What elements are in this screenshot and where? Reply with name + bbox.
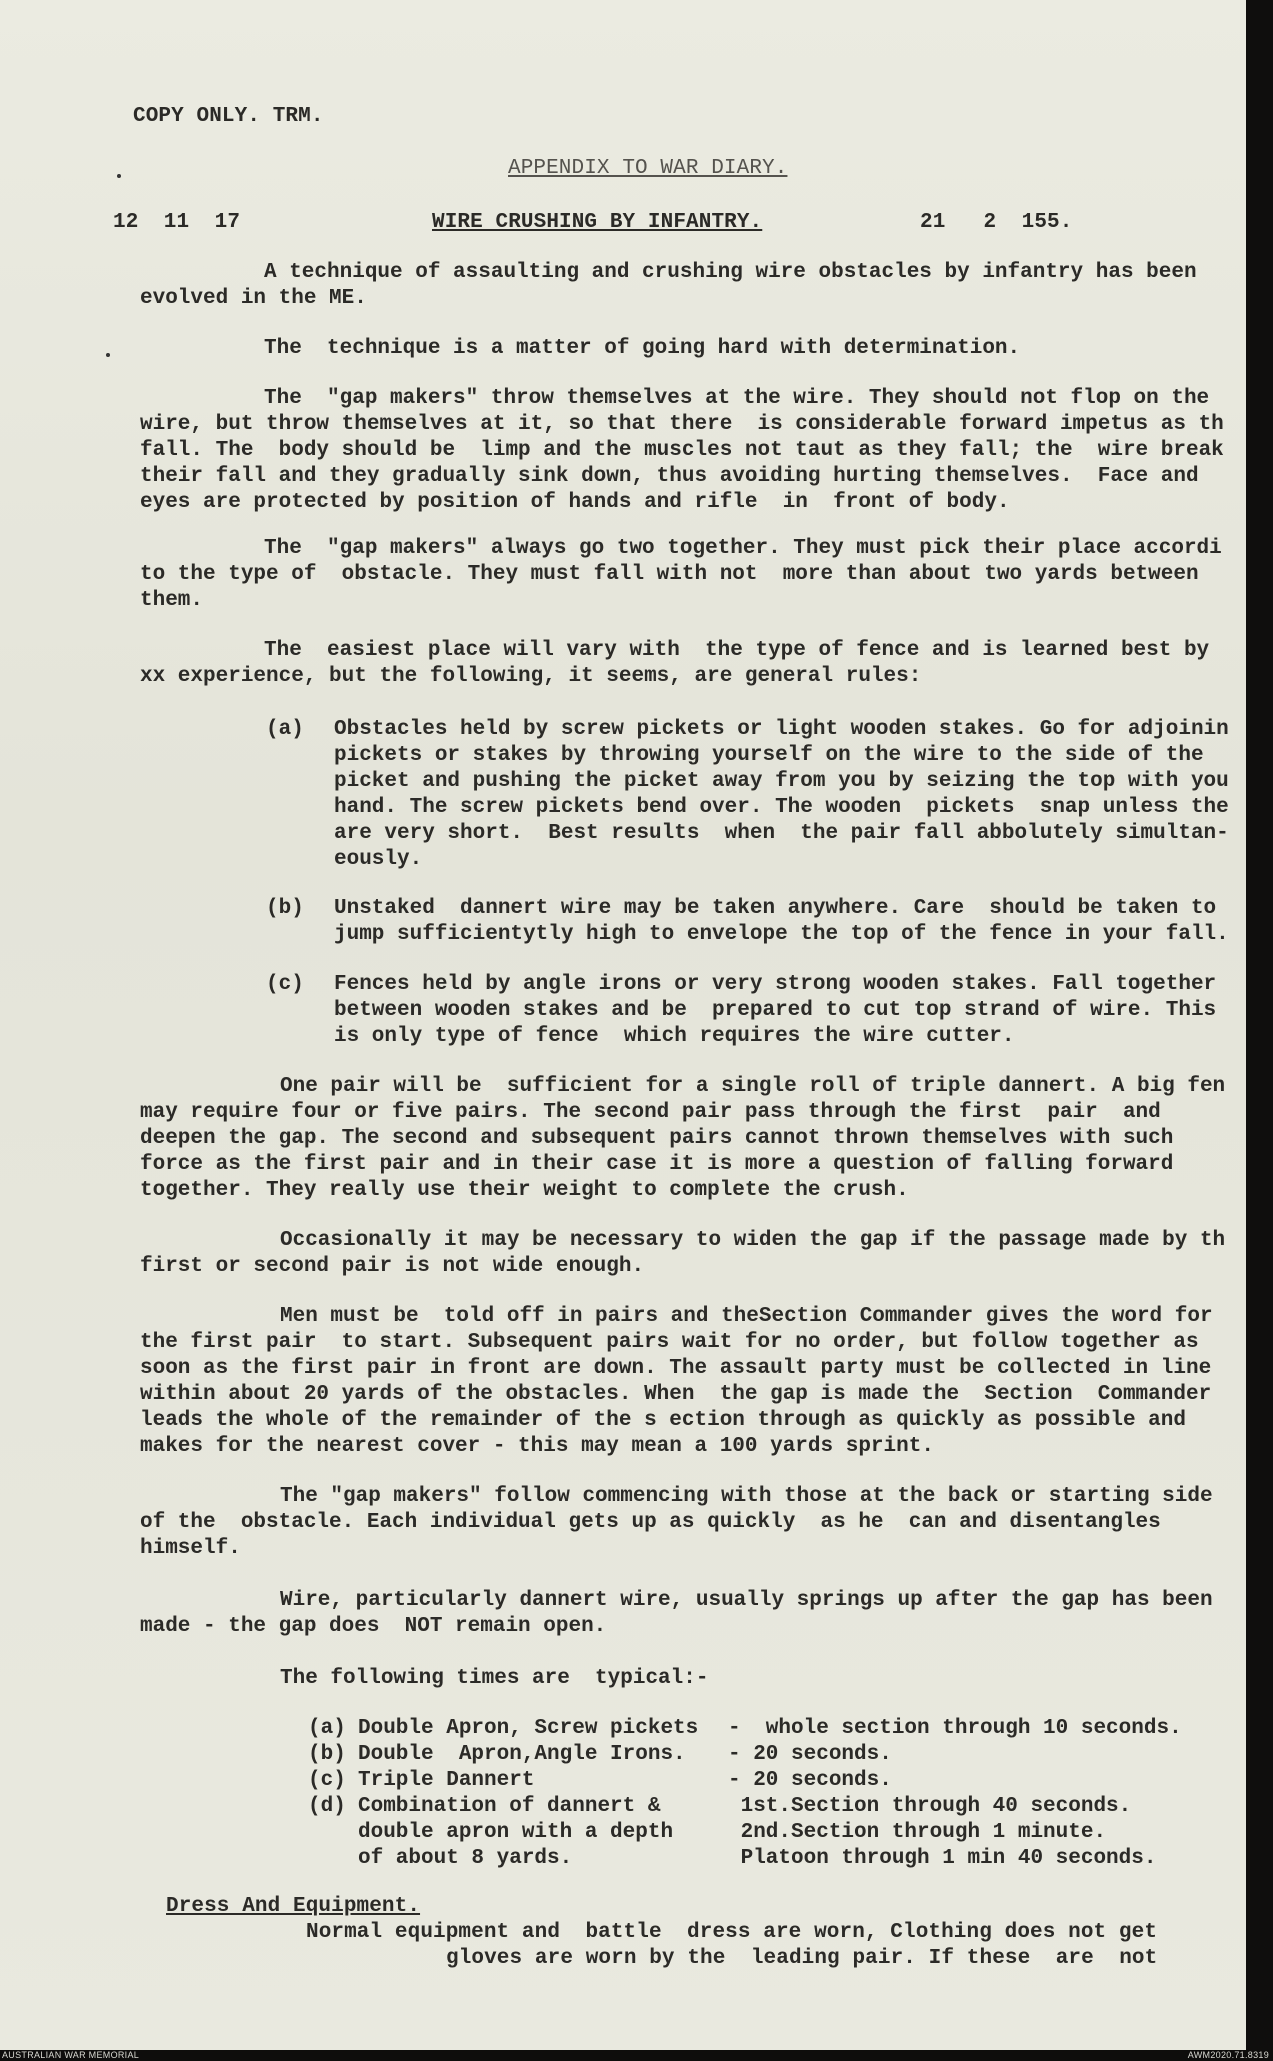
text-line: Obstacles held by screw pickets or light wooden stakes. Go for adjoinin <box>334 718 1229 741</box>
text-line: The "gap makers" follow commencing with those at the back or starting side <box>280 1485 1213 1508</box>
document-title: WIRE CRUSHING BY INFANTRY. <box>432 211 763 234</box>
text-line: their fall and they gradually sink down, thus avoiding hurting themselves. Face and <box>140 465 1199 488</box>
times-label: Double Apron,Angle Irons. <box>358 1743 686 1766</box>
text-line: leads the whole of the remainder of the s ection through as quickly as possible and <box>140 1409 1186 1432</box>
times-marker: (b) <box>308 1743 346 1766</box>
paragraph-8 <box>140 1304 1213 1460</box>
text-line: A technique of assaulting and crushing wire obstacles by infantry has been <box>264 261 1197 284</box>
paragraph-3 <box>140 386 1224 516</box>
text-line: between wooden stakes and be prepared to cut top strand of wire. This <box>334 999 1217 1022</box>
text-line: within about 20 yards of the obstacles. When the gap is made the Section Commander <box>140 1383 1212 1406</box>
text-line: made - the gap does NOT remain open. <box>140 1615 607 1638</box>
text-line: Unstaked dannert wire may be taken anywhere. Care should be taken to <box>334 897 1217 920</box>
date-left: 12 11 17 <box>113 211 241 234</box>
text-line: the first pair to start. Subsequent pairs wait for no order, but follow together as <box>140 1331 1199 1354</box>
text-line: The following times are typical:- <box>280 1667 709 1690</box>
paragraph-2 <box>264 336 1020 362</box>
text-line: Wire, particularly dannert wire, usually springs up after the gap has been <box>280 1589 1213 1612</box>
section-heading-dress: Dress And Equipment. <box>166 1895 421 1918</box>
dress-line-1: Normal equipment and battle dress are worn, Clothing does not get <box>306 1921 1158 1944</box>
typical-times-list <box>308 1716 1208 1876</box>
text-line: eyes are protected by position of hands and rifle in front of body. <box>140 491 1010 514</box>
archive-footer <box>0 2050 1273 2061</box>
text-line: soon as the first pair in front are down. The assault party must be collected in line <box>140 1357 1212 1380</box>
times-label: Triple Dannert <box>358 1769 535 1792</box>
text-line: hand. The screw pickets bend over. The wooden pickets snap unless the <box>334 796 1229 819</box>
rule-marker: (c) <box>266 973 304 996</box>
copy-only-mark: COPY ONLY. TRM. <box>133 105 324 128</box>
times-marker: (a) <box>308 1717 346 1740</box>
paragraph-5 <box>140 638 1209 690</box>
text-line: Fences held by angle irons or very strong wooden stakes. Fall together <box>334 973 1217 996</box>
text-line: force as the first pair and in their case it is more a question of falling forward <box>140 1153 1174 1176</box>
paragraph-11 <box>280 1666 708 1692</box>
paragraph-9 <box>140 1484 1213 1562</box>
text-line: is only type of fence which requires the wire cutter. <box>334 1025 1015 1048</box>
text-line: them. <box>140 589 204 612</box>
rule-item-a <box>266 717 1246 873</box>
text-line: The "gap makers" throw themselves at the wire. They should not flop on the <box>264 387 1210 410</box>
text-line: Occasionally it may be necessary to widen the gap if the passage made by th <box>280 1229 1226 1252</box>
paragraph-4 <box>140 536 1222 614</box>
text-line: himself. <box>140 1537 241 1560</box>
text-line: The "gap makers" always go two together. They must pick their place accordi <box>264 537 1222 560</box>
text-line: are very short. Best results when the pair fall abbolutely simultan- <box>334 822 1229 845</box>
text-line: makes for the nearest cover - this may mean a 100 yards sprint. <box>140 1435 934 1458</box>
scan-edge <box>1246 0 1273 2050</box>
text-line: fall. The body should be limp and the muscles not taut as they fall; the wire break <box>140 439 1224 462</box>
text-line: evolved in the ME. <box>140 287 367 310</box>
punch-mark <box>106 353 110 357</box>
paragraph-1 <box>140 260 1197 312</box>
text-line: may require four or five pairs. The second pair pass through the first pair and <box>140 1101 1161 1124</box>
times-result: 1st.Section through 40 seconds. <box>728 1795 1132 1818</box>
times-label: Combination of dannert & <box>358 1795 661 1818</box>
times-row <box>308 1794 1208 1820</box>
rule-marker: (b) <box>266 897 304 920</box>
times-label: double apron with a depth <box>358 1821 674 1844</box>
rule-marker: (a) <box>266 718 304 741</box>
times-row <box>308 1716 1208 1742</box>
archive-reference: AWM2020.71.8319 <box>1187 2050 1269 2060</box>
text-line: to the type of obstacle. They must fall with not more than about two yards between <box>140 563 1199 586</box>
times-result: - 20 seconds. <box>728 1743 892 1766</box>
text-line: pickets or stakes by throwing yourself on the wire to the side of the <box>334 744 1204 767</box>
dress-line-2: gloves are worn by the leading pair. If these are not <box>446 1947 1158 1970</box>
archive-name: AUSTRALIAN WAR MEMORIAL <box>2 2050 140 2060</box>
rule-item-b <box>266 896 1246 948</box>
times-result: Platoon through 1 min 40 seconds. <box>728 1847 1157 1870</box>
text-line: The easiest place will vary with the type of fence and is learned best by <box>264 639 1210 662</box>
text-line: first or second pair is not wide enough. <box>140 1255 645 1278</box>
times-result: - whole section through 10 seconds. <box>728 1717 1182 1740</box>
rule-item-c <box>266 972 1246 1050</box>
text-line: jump sufficientytly high to envelope the top of the fence in your fall. <box>334 923 1229 946</box>
date-right: 21 2 155. <box>920 211 1073 234</box>
punch-mark <box>117 174 121 178</box>
times-row <box>308 1768 1208 1794</box>
times-row <box>308 1742 1208 1768</box>
paragraph-6 <box>140 1074 1225 1204</box>
times-row <box>308 1846 1208 1872</box>
text-line: wire, but throw themselves at it, so that there is considerable forward impetus as th <box>140 413 1224 436</box>
times-label: Double Apron, Screw pickets <box>358 1717 699 1740</box>
times-label: of about 8 yards. <box>358 1847 573 1870</box>
paragraph-10 <box>140 1588 1213 1640</box>
text-line: together. They really use their weight to complete the crush. <box>140 1179 909 1202</box>
times-marker: (d) <box>308 1795 346 1818</box>
text-line: eously. <box>334 848 423 871</box>
text-line: of the obstacle. Each individual gets up as quickly as he can and disentangles <box>140 1511 1161 1534</box>
text-line: picket and pushing the picket away from you by seizing the top with you <box>334 770 1229 793</box>
times-result: 2nd.Section through 1 minute. <box>728 1821 1107 1844</box>
text-line: One pair will be sufficient for a single roll of triple dannert. A big fen <box>280 1075 1226 1098</box>
appendix-heading: APPENDIX TO WAR DIARY. <box>508 157 788 180</box>
text-line: xx experience, but the following, it seems, are general rules: <box>140 665 922 688</box>
text-line: The technique is a matter of going hard with determination. <box>264 337 1021 360</box>
text-line: Men must be told off in pairs and theSection Commander gives the word for <box>280 1305 1213 1328</box>
paragraph-7 <box>140 1228 1225 1280</box>
times-result: - 20 seconds. <box>728 1769 892 1792</box>
text-line: deepen the gap. The second and subsequent pairs cannot thrown themselves with such <box>140 1127 1174 1150</box>
times-marker: (c) <box>308 1769 346 1792</box>
times-row <box>308 1820 1208 1846</box>
